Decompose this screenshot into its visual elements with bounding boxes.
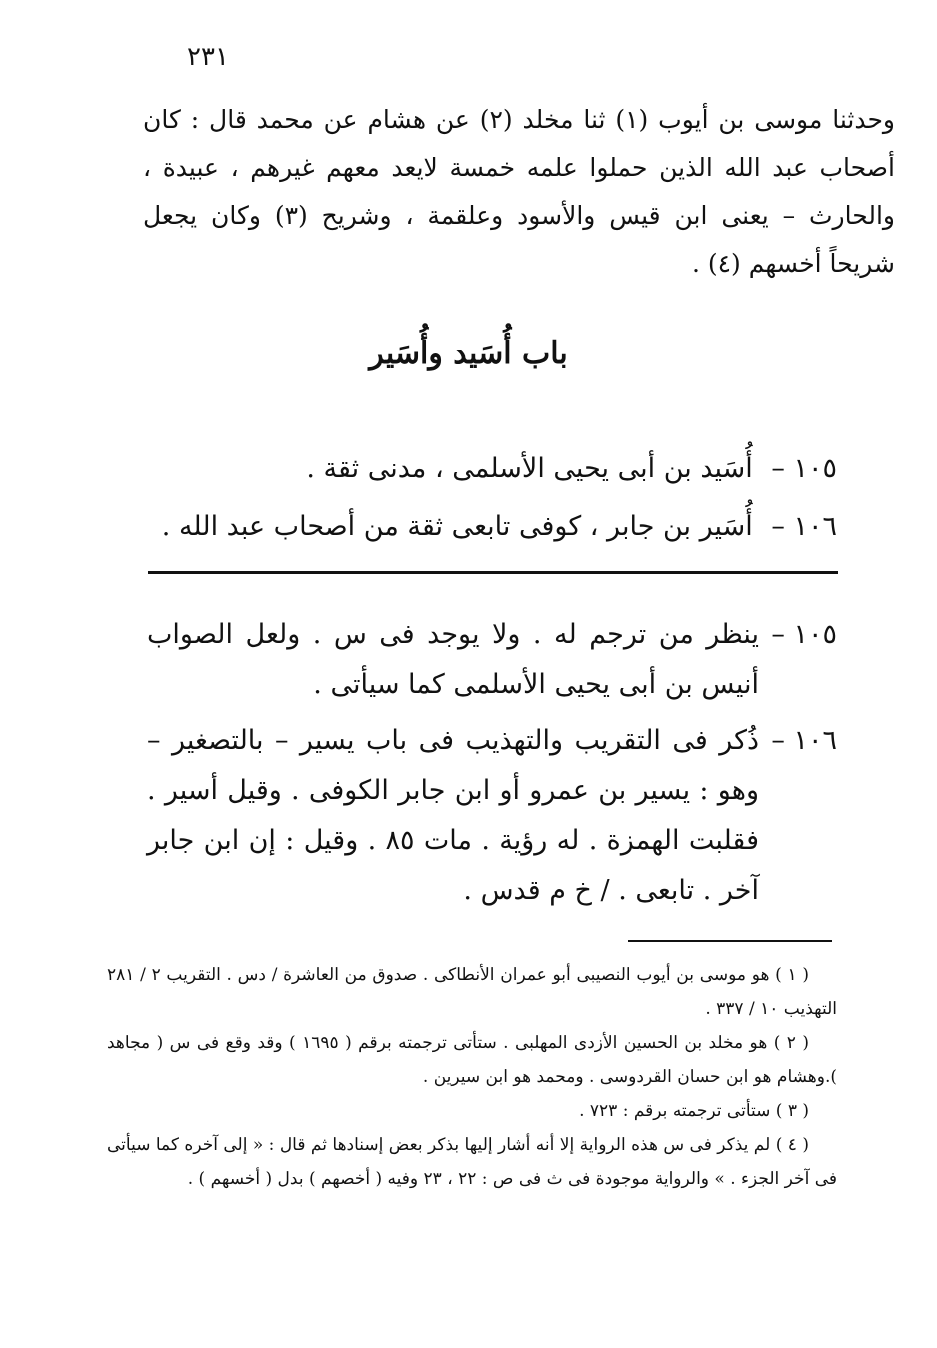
chapter-title: باب أُسَيد وأُسَير (369, 336, 568, 371)
footnote-2: ( ٢ ) هو مخلد بن الحسين الأزدى المهلبى . ستأتى ترجمته برقم ( ١٦٩٥ ) وقد وقع فى س ( مجاهد ).وهشام هو ابن حسان القردوسى . ومحمد هو ابن سيرين . (107, 1033, 837, 1087)
entry-text: أُسَير بن جابر ، كوفى تابعى ثقة من أصحاب عبد الله . (161, 511, 753, 542)
footnote-3: ( ٣ ) ستأتى ترجمته برقم : ٧٢٣ . (579, 1101, 809, 1121)
intro-paragraph: وحدثنا موسى بن أيوب (١) ثنا مخلد (٢) عن هشام عن محمد قال : كان أصحاب عبد الله الذين حملوا علمه خمسة لايعد معهم غيرهم ، عبيدة ، والحارث – يعنى ابن قيس والأسود وعلقمة ، وشريح (٣) وكان يجعل شريحاً أخسهم (٤) . (143, 105, 895, 278)
comment-number: ١٠٦ – (771, 725, 837, 756)
comment-text: ذُكر فى التقريب والتهذيب فى باب يسير – بالتصغير – وهو : يسير بن عمرو أو ابن جابر الكوفى . وقيل أسير . فقلبت الهمزة . له رؤية . مات ٨٥ . وقيل : إن ابن جابر آخر . تابعى . / خ م قدس . (147, 725, 759, 906)
entry-106 (117, 498, 837, 556)
entry-number: ١٠٦ – (771, 511, 837, 542)
comment-number: ١٠٥ – (771, 619, 837, 650)
comment-105 (147, 610, 837, 710)
entry-105 (117, 440, 837, 498)
page-number: ٢٣١ (187, 42, 229, 72)
footnote-4: ( ٤ ) لم يذكر فى س هذه الرواية إلا أنه أشار إليها بذكر بعض إسنادها ثم قال : « إلى آخره كما سيأتى فى آخر الجزء . » والرواية موجودة فى ث فى ص : ٢٢ ، ٢٣ وفيه ( أخصهم ) بدل ( أخسهم ) . (107, 1135, 837, 1189)
entry-number: ١٠٥ – (771, 453, 837, 484)
section-divider (148, 571, 838, 574)
entries-list (117, 440, 837, 556)
footnotes-section (107, 958, 837, 1196)
comments-section (147, 610, 837, 922)
comment-text: ينظر من ترجم له . ولا يوجد فى س . ولعل الصواب أنيس بن أبى يحيى الأسلمى كما سيأتى . (147, 619, 759, 700)
footnote-divider (628, 940, 832, 942)
footnote-1: ( ١ ) هو موسى بن أيوب النصيبى أبو عمران الأنطاكى . صدوق من العاشرة / دس . التقريب ٢ / ٢٨١ التهذيب ١٠ / ٣٣٧ . (107, 965, 837, 1019)
comment-106 (147, 716, 837, 916)
entry-text: أُسَيد بن أبى يحيى الأسلمى ، مدنى ثقة . (306, 453, 753, 484)
